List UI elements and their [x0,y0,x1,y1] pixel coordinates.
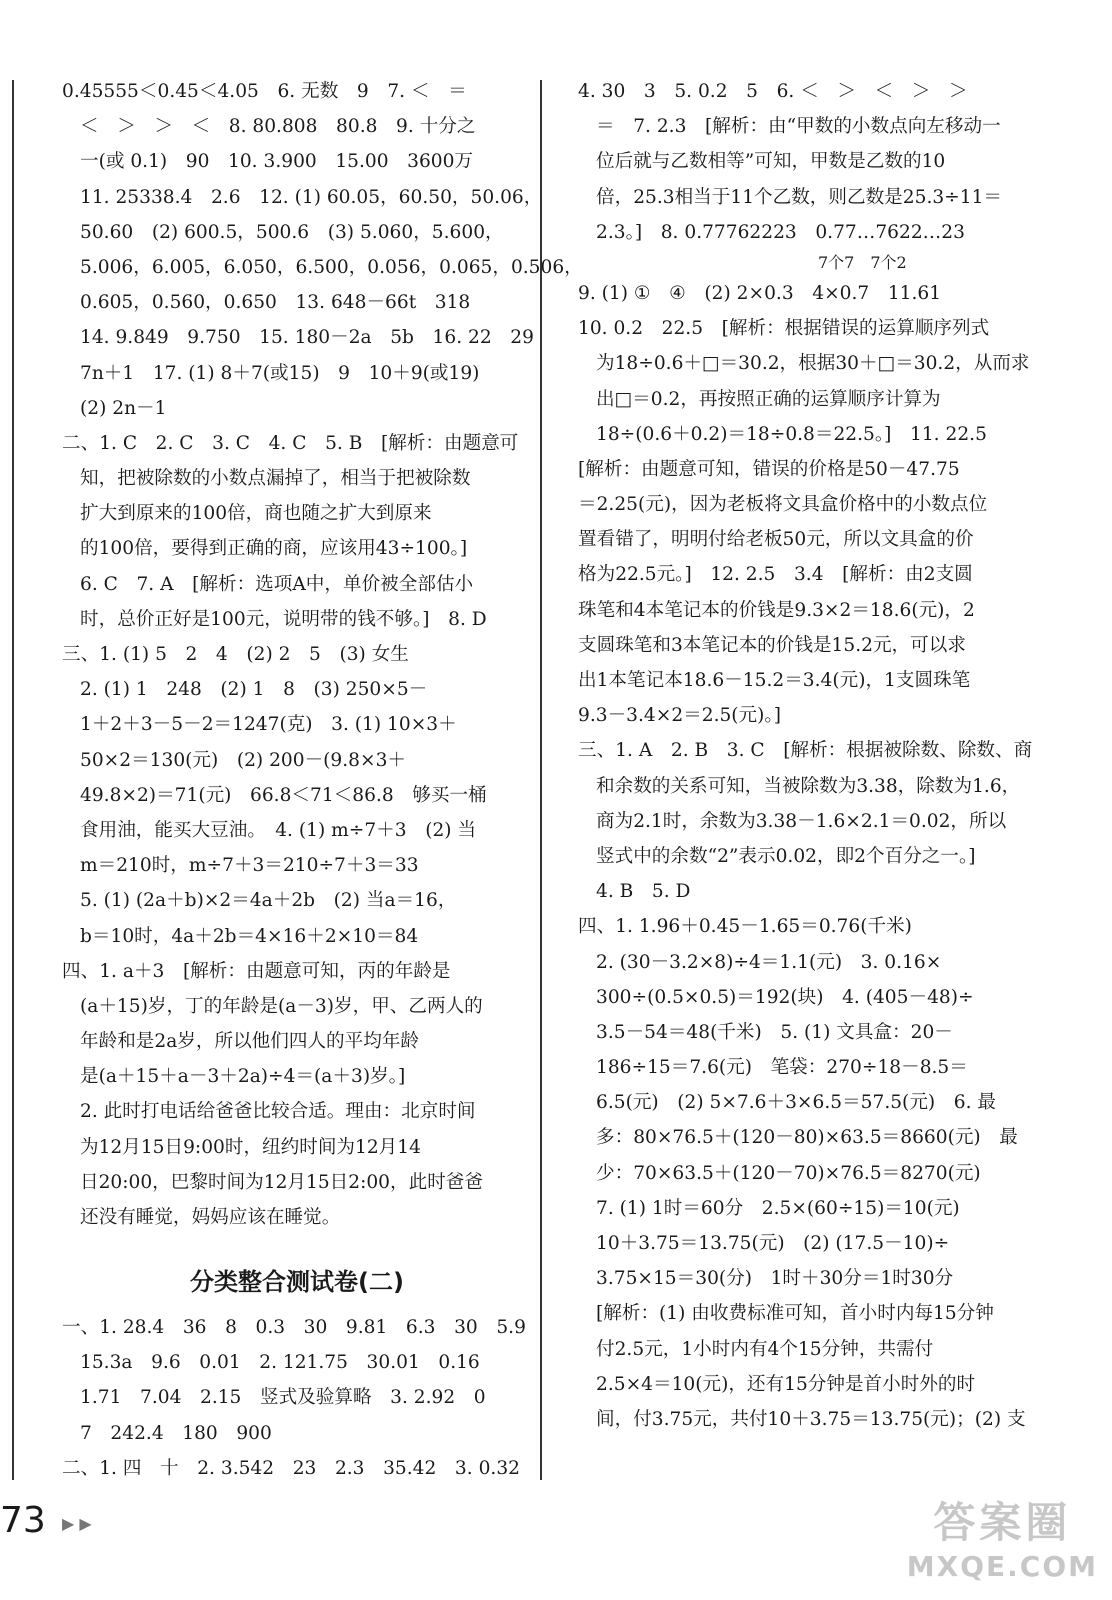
answer-line: 1＋2＋3－5－2＝1247(克) 3. (1) 10×3＋ [80,714,457,736]
answer-line: 置看错了，明明付给老板50元，所以文具盒的价 [578,529,974,551]
answer-line: 三、1. A 2. B 3. C [解析：根据被除数、除数、商 [578,740,1033,762]
answer-line: 2. (30－3.2×8)÷4＝1.1(元) 3. 0.16× [596,951,942,973]
answer-line: 日20:00，巴黎时间为12月15日2:00，此时爸爸 [80,1171,483,1193]
answer-line: 为18÷0.6＋□＝30.2，根据30＋□＝30.2，从而求 [596,353,1030,375]
answer-line: 付2.5元，1小时内有4个15分钟，共需付 [596,1338,934,1360]
answer-line: 2. 此时打电话给爸爸比较合适。理由：北京时间 [80,1101,476,1123]
answer-line: 倍，25.3相当于11个乙数，则乙数是25.3÷11＝ [596,186,1003,208]
answer-line: 3.5－54＝48(千米) 5. (1) 文具盒：20－ [596,1021,953,1043]
watermark-text: 答案圈 [933,1498,1072,1547]
answer-line: m＝210时，m÷7＋3＝210÷7＋3＝33 [80,855,419,877]
answer-line: 0.605，0.560，0.650 13. 648－66t 318 [80,292,471,314]
answer-line: 一(或 0.1) 90 10. 3.900 15.00 3600万 [80,151,474,173]
answer-line: 14. 9.849 9.750 15. 180－2a 5b 16. 22 29 [80,327,534,349]
answer-line: 300÷(0.5×0.5)＝192(块) 4. (405－48)÷ [596,986,974,1008]
answer-line: 4. B 5. D [596,881,691,903]
answer-line: 四、1. a＋3 [解析：由题意可知，丙的年龄是 [62,960,451,982]
answer-line: (2) 2n－1 [80,397,167,419]
answer-line: 少：70×63.5＋(120－70)×76.5＝8270(元) [596,1162,981,1184]
left-answer-column-continued [62,1254,532,1486]
answer-line: ＝2.25(元)，因为老板将文具盒价格中的小数点位 [578,494,988,516]
answer-line: 49.8×2)＝71(元) 66.8＜71＜86.8 够买一桶 [80,784,487,806]
answer-line: 10＋3.75＝13.75(元) (2) (17.5－10)÷ [596,1233,950,1254]
answer-line: (a＋15)岁，丁的年龄是(a－3)岁，甲、乙两人的 [80,995,483,1017]
answer-line: 二、1. C 2. C 3. C 4. C 5. B [解析：由题意可 [62,432,519,454]
answer-line: 出1本笔记本18.6－15.2＝3.4(元)，1支圆珠笔 [578,670,971,691]
answer-line: 食用油，能买大豆油。 4. (1) m÷7＋3 (2) 当 [80,819,477,841]
section-title: 分类整合测试卷(二) [190,1268,404,1296]
answer-line: [解析：由题意可知，错误的价格是50－47.75 [578,458,960,480]
answer-line: 11. 25338.4 2.6 12. (1) 60.05，60.50，50.06， [80,186,543,208]
answer-line: 9. (1) ① ④ (2) 2×0.3 4×0.7 11.61 [578,282,942,304]
answer-line: 珠笔和4本笔记本的价钱是9.3×2＝18.6(元)，2 [578,599,975,621]
watermark-logo [907,1490,1098,1583]
answer-line: 7. (1) 1时＝60分 2.5×(60÷15)＝10(元) [596,1197,960,1219]
answer-line: 0.45555＜0.45＜4.05 6. 无数 9 7. ＜ ＝ [62,81,467,102]
answer-line: 3.75×15＝30(分) 1时＋30分＝1时30分 [596,1268,954,1290]
answer-line: 50.60 (2) 600.5，500.6 (3) 5.060，5.600， [80,221,504,243]
answer-line: 1.71 7.04 2.15 竖式及验算略 3. 2.92 0 [80,1387,486,1409]
left-margin-rule [12,80,14,1480]
answer-line: 四、1. 1.96＋0.45－1.65＝0.76(千米) [578,916,912,938]
answer-line: 格为22.5元。] 12. 2.5 3.4 [解析：由2支圆 [578,564,973,586]
answer-line: 6. C 7. A [解析：选项A中，单价被全部估小 [80,573,474,595]
answer-line: b＝10时，4a＋2b＝4×16＋2×10＝84 [80,925,419,947]
page-arrow-icon: ▶ ▶ [62,1514,92,1533]
answer-line: 二、1. 四 十 2. 3.542 23 2.3 35.42 3. 0.32 [62,1457,520,1479]
answer-line: 9.3－3.4×2＝2.5(元)。] [578,705,781,727]
answer-line: 商为2.1时，余数为3.38－1.6×2.1＝0.02，所以 [596,810,1007,832]
watermark-url: MXQE.COM [906,1550,1098,1583]
answer-line: 50×2＝130(元) (2) 200－(9.8×3＋ [80,749,407,771]
answer-line: 竖式中的余数“2”表示0.02，即2个百分之一。] [596,845,976,867]
answer-line: 多：80×76.5＋(120－80)×63.5＝8660(元) 最 [596,1127,1018,1149]
answer-line: 的100倍，要得到正确的商，应该用43÷100。] [80,538,468,560]
answer-line: 还没有睡觉，妈妈应该在睡觉。 [80,1207,341,1228]
answer-line: 扩大到原来的100倍，商也随之扩大到原来 [80,503,432,525]
right-answer-column [578,74,1032,1437]
answer-line: [解析：(1) 由收费标准可知，首小时内每15分钟 [596,1303,994,1325]
answer-line: 间，付3.75元，共付10＋3.75＝13.75(元)；(2) 支 [596,1408,1026,1430]
answer-line: 和余数的关系可知，当被除数为3.38，除数为1.6， [596,775,1021,797]
answer-line: 是(a＋15＋a－3＋2a)÷4＝(a＋3)岁。] [80,1066,406,1088]
answer-line: 支圆珠笔和3本笔记本的价钱是15.2元，可以求 [578,634,966,656]
answer-line: 知，把被除数的小数点漏掉了，相当于把被除数 [80,468,471,490]
column-divider [540,80,542,1480]
page-number: 73 [0,1500,46,1541]
answer-line: 2. (1) 1 248 (2) 1 8 (3) 250×5－ [80,679,428,701]
left-answer-column [62,74,583,1235]
answer-line: 15.3a 9.6 0.01 2. 121.75 30.01 0.16 [80,1352,480,1374]
answer-line-annotation: 7个7 7个2 [818,252,907,272]
answer-line: 5. (1) (2a＋b)×2＝4a＋2b (2) 当a＝16， [80,890,457,912]
answer-line: 一、1. 28.4 36 8 0.3 30 9.81 6.3 30 5.9 [62,1317,526,1338]
answer-line: 7n＋1 17. (1) 8＋7(或15) 9 10＋9(或19) [80,362,480,384]
answer-line: ＜ ＞ ＞ ＜ 8. 80.808 80.8 9. 十分之 [80,116,476,138]
answer-line: 三、1. (1) 5 2 4 (2) 2 5 (3) 女生 [62,644,409,665]
answer-line: 4. 30 3 5. 0.2 5 6. ＜ ＞ ＜ ＞ ＞ [578,81,968,102]
answer-line: 18÷(0.6＋0.2)＝18÷0.8＝22.5。] 11. 22.5 [596,423,987,445]
answer-line: 5.006，6.005，6.050，6.500，0.056，0.065，0.506， [80,256,583,278]
answer-line: 出□＝0.2，再按照正确的运算顺序计算为 [596,388,941,410]
answer-line: 186÷15＝7.6(元) 笔袋：270÷18－8.5＝ [596,1057,968,1079]
answer-line: 为12月15日9:00时，纽约时间为12月14 [80,1136,421,1158]
answer-line: 10. 0.2 22.5 [解析：根据错误的运算顺序列式 [578,318,990,340]
answer-line: 7 242.4 180 900 [80,1422,272,1444]
answer-line: 位后就与乙数相等”可知，甲数是乙数的10 [596,151,946,173]
answer-line: 6.5(元) (2) 5×7.6＋3×6.5＝57.5(元) 6. 最 [596,1092,997,1114]
answer-line: 2.3。] 8. 0.77762223 0.77…7622…23 [596,221,965,243]
answer-line: ＝ 7. 2.3 [解析：由“甲数的小数点向左移动一 [596,116,1001,138]
answer-line: 年龄和是2a岁，所以他们四人的平均年龄 [80,1031,420,1053]
answer-line: 时，总价正好是100元，说明带的钱不够。] 8. D [80,608,487,630]
answer-line: 2.5×4＝10(元)，还有15分钟是首小时外的时 [596,1373,976,1395]
